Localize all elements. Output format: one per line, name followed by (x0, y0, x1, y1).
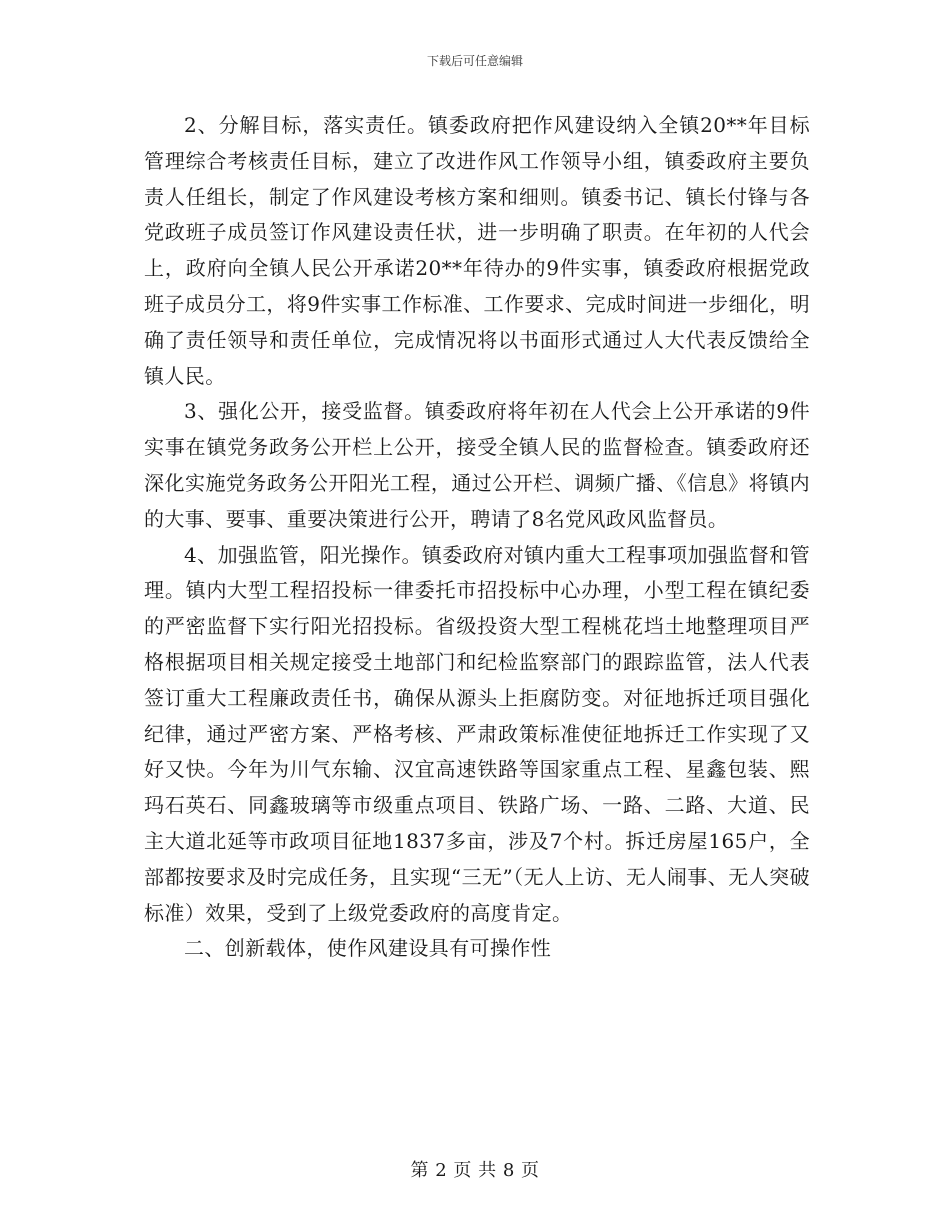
paragraph-public-supervision: 3、强化公开，接受监督。镇委政府将年初在人代会上公开承诺的9件实事在镇党务政务公开栏上公开，接受全镇人民的监督检查。镇委政府还深化实施党务政务公开阳光工程，通过公开栏、调频广播、《信息》将镇内的大事、要事、重要决策进行公开，聘请了8名党风政风监督员。 (144, 399, 810, 531)
document-body (144, 108, 810, 967)
page-number: 第 2 页 共 8 页 (410, 1160, 540, 1181)
section-heading: 二、创新载体，使作风建设具有可操作性 (184, 936, 552, 961)
page-header-note: 下载后可任意编辑 (426, 54, 523, 68)
paragraph-decompose-targets: 2、分解目标，落实责任。镇委政府把作风建设纳入全镇20**年目标管理综合考核责任目标，建立了改进作风工作领导小组，镇委政府主要负责人任组长，制定了作风建设考核方案和细则。镇委书记、镇长付锋与各党政班子成员签订作风建设责任状，进一步明确了职责。在年初的人代会上，政府向全镇人民公开承诺20**年待办的9件实事，镇委政府根据党政班子成员分工，将9件实事工作标准、工作要求、完成时间进一步细化，明确了责任领导和责任单位，完成情况将以书面形式通过人大代表反馈给全镇人民。 (144, 113, 810, 388)
paragraph-strengthen-oversight: 4、加强监管，阳光操作。镇委政府对镇内重大工程事项加强监督和管理。镇内大型工程招投标一律委托市招投标中心办理，小型工程在镇纪委的严密监督下实行阳光招投标。省级投资大型工程桃花垱土地整理项目严格根据项目相关规定接受土地部门和纪检监察部门的跟踪监管，法人代表签订重大工程廉政责任书，确保从源头上拒腐防变。对征地拆迁项目强化纪律，通过严密方案、严格考核、严肃政策标准使征地拆迁工作实现了又好又快。今年为川气东输、汉宜高速铁路等国家重点工程、星鑫包装、熙玛石英石、同鑫玻璃等市级重点项目、铁路广场、一路、二路、大道、民主大道北延等市政项目征地1837多亩，涉及7个村。拆迁房屋165户，全部都按要求及时完成任务，且实现“三无”（无人上访、无人闹事、无人突破标准）效果，受到了上级党委政府的高度肯定。 (144, 542, 810, 925)
